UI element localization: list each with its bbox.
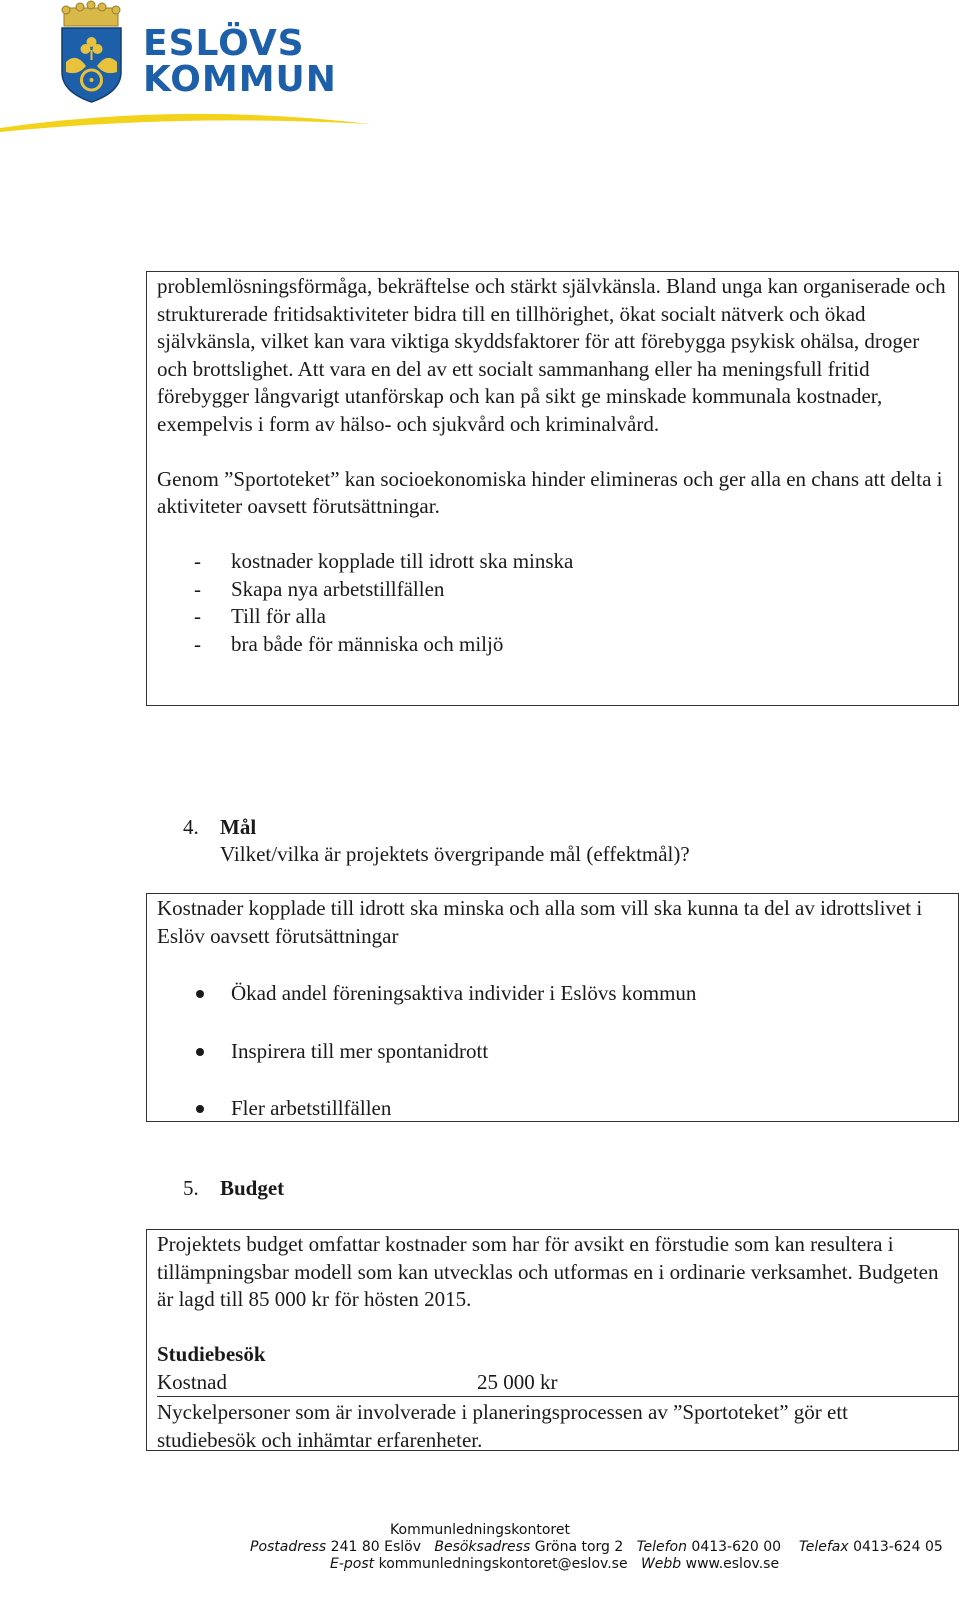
goals-box	[146, 893, 959, 1122]
list-item: Inspirera till mer spontanidrott	[194, 1038, 948, 1066]
org-name	[143, 23, 337, 100]
cost-value: 25 000 kr	[477, 1369, 558, 1394]
benefits-list	[194, 548, 948, 658]
visit-label: Besöksadress	[434, 1539, 531, 1555]
budget-paragraph: Projektets budget omfattar kostnader som har för avsikt en förstudie som kan resultera i tillämpningsbar modell som kan utvecklas och utformas en i ordinarie verksamhet. Budgeten är lagd till 85 000 kr för hösten 2015.	[157, 1232, 939, 1311]
list-item: - bra både för människa och miljö	[194, 631, 948, 659]
section-title: Mål	[220, 815, 257, 839]
background-paragraph-1: problemlösningsförmåga, bekräftelse och stärkt självkänsla. Bland unga kan organiserade och strukturerade fritidsaktiviteter bidra till en tillhörighet, ökat socialt nätverk och ökad självkänsla, vilket kan vara viktiga skyddsfaktorer för att förebygga psykisk ohälsa, droger och brottslighet. Att vara en del av ett socialt sammanhang eller ha meningsfull fritid förebygger långvarigt utanförskap och kan på sikt ge minskade kommunala kostnader, exempelvis i form av hälso- och sjukvård och kriminalvård.	[157, 274, 946, 436]
fax-value: 0413-624 05	[853, 1539, 943, 1555]
list-item: - Skapa nya arbetstillfällen	[194, 576, 948, 604]
goals-paragraph: Kostnader kopplade till idrott ska minska och alla som vill ska kunna ta del av idrottslivet i Eslöv oavsett förutsättningar	[157, 896, 923, 948]
cost-label: Kostnad	[157, 1369, 227, 1394]
page-footer	[0, 1522, 960, 1573]
budget-subheading: Studiebesök	[157, 1342, 266, 1366]
footer-web-row	[0, 1556, 960, 1573]
budget-box	[146, 1229, 959, 1451]
email-label: E-post	[330, 1556, 375, 1572]
background-paragraph-2: Genom ”Sportoteket” kan socioekonomiska hinder elimineras och ger alla en chans att delta i aktiviteter oavsett förutsättningar.	[157, 466, 943, 518]
section-number: 4.	[183, 815, 199, 839]
visit-value: Gröna torg 2	[534, 1539, 624, 1555]
org-name-line2: KOMMUN	[143, 59, 337, 100]
postal-label: Postadress	[250, 1539, 327, 1555]
list-item: Ökad andel föreningsaktiva individer i Eslövs kommun	[194, 980, 948, 1008]
phone-label: Telefon	[636, 1539, 687, 1555]
email-link[interactable]: kommunledningskontoret@eslov.se	[378, 1556, 628, 1572]
section-question: Vilket/vilka är projektets övergripande mål (effektmål)?	[220, 842, 690, 866]
goals-list	[194, 980, 948, 1123]
list-item: Fler arbetstillfällen	[194, 1095, 948, 1123]
cost-row	[157, 1369, 958, 1398]
postal-value: 241 80 Eslöv	[330, 1539, 421, 1555]
section-4-heading	[183, 814, 690, 868]
list-item: - Till för alla	[194, 603, 948, 631]
budget-note: Nyckelpersoner som är involverade i planeringsprocessen av ”Sportoteket” gör ett studiebesök och inhämtar erfarenheter.	[157, 1400, 849, 1452]
phone-value: 0413-620 00	[691, 1539, 782, 1555]
web-label: Webb	[640, 1556, 682, 1572]
fax-label: Telefax	[798, 1539, 849, 1555]
eslov-kommun-logo	[0, 0, 380, 140]
org-name-line1: ESLÖVS	[143, 23, 305, 64]
background-box	[146, 271, 959, 706]
footer-contact-row	[0, 1539, 960, 1556]
section-number: 5.	[183, 1176, 199, 1200]
list-item: - kostnader kopplade till idrott ska minska	[194, 548, 948, 576]
web-link[interactable]: www.eslov.se	[685, 1556, 780, 1572]
footer-office: Kommunledningskontoret	[390, 1522, 570, 1538]
section-title: Budget	[220, 1176, 285, 1200]
section-5-heading	[183, 1175, 284, 1202]
